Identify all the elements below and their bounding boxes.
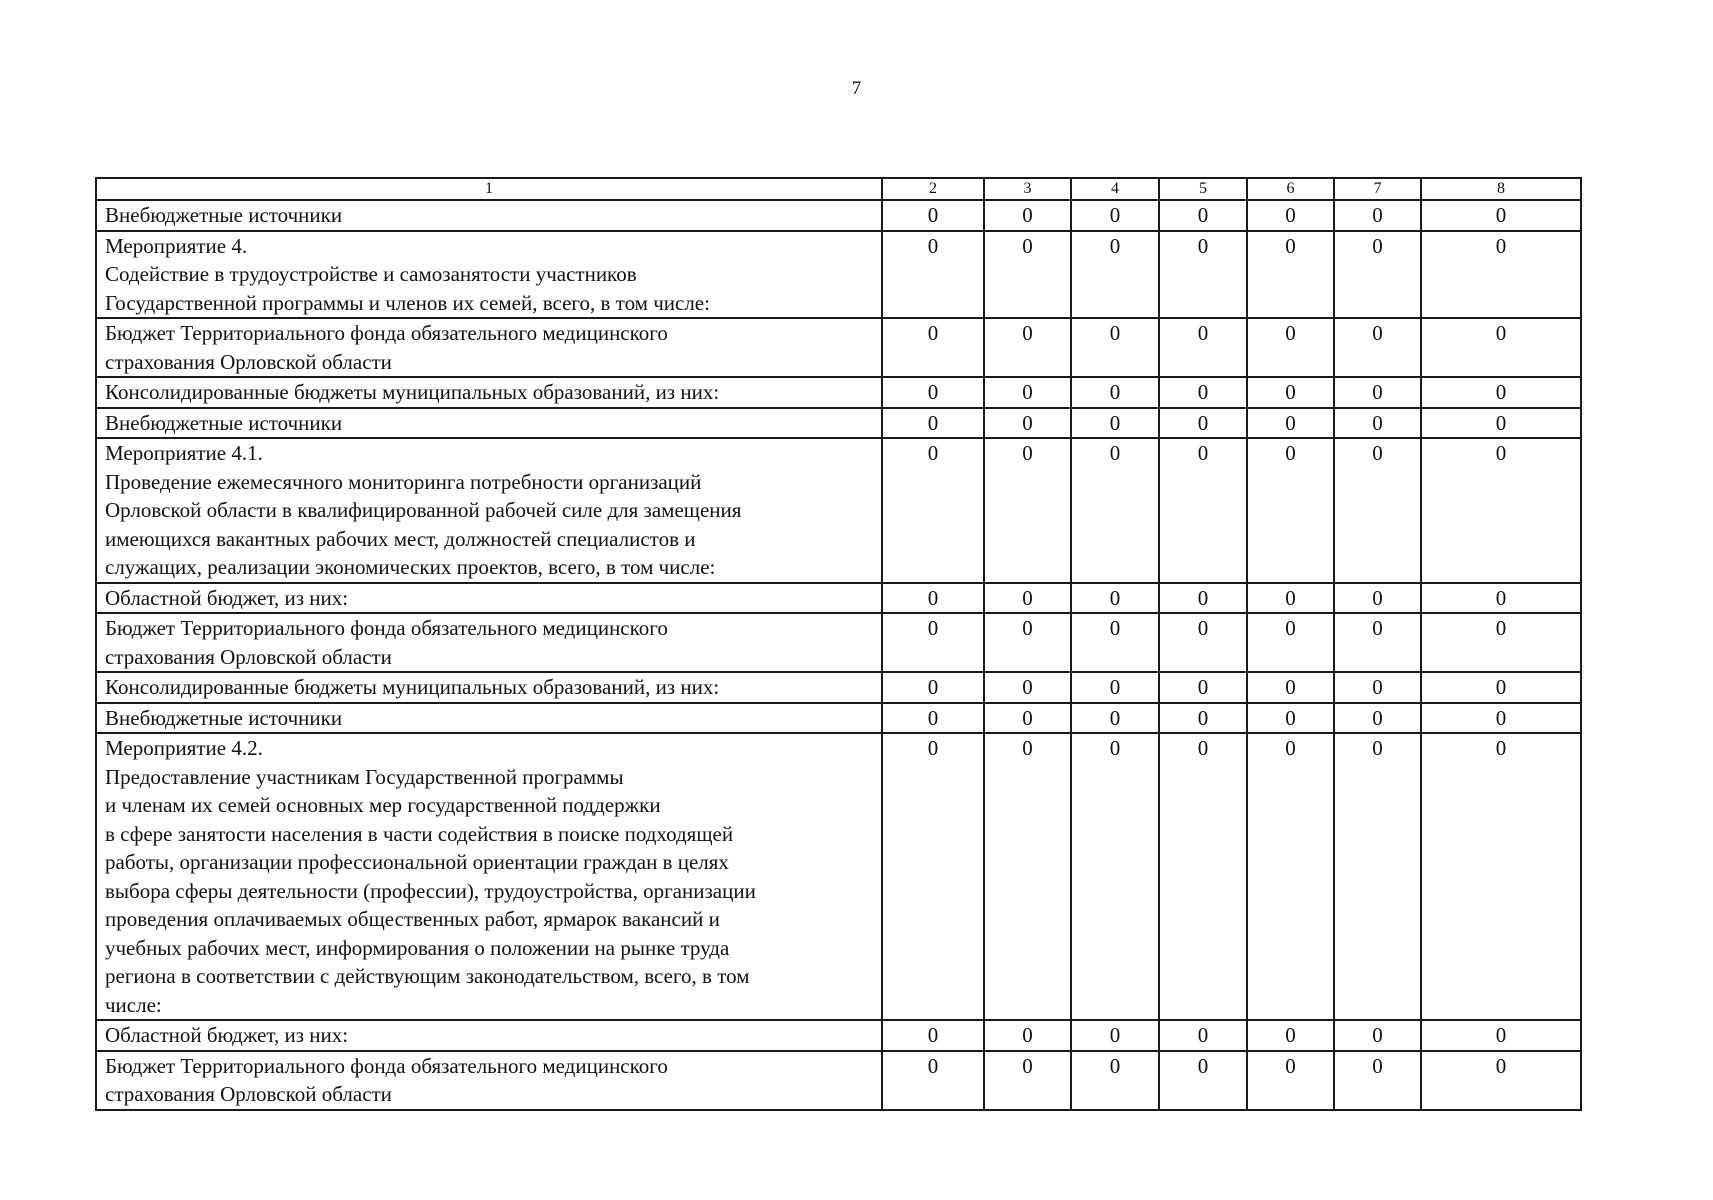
row-label: Мероприятие 4.1. Проведение ежемесячного мониторинга потребности организаций Орловской области в квалифицированной рабочей силе для замещения имеющихся вакантных рабочих мест, должностей специалистов и служащих, реализации экономических проектов, всего, в том числе: — [96, 438, 882, 583]
value-cell: 0 — [1159, 703, 1247, 734]
column-header: 3 — [984, 178, 1071, 200]
value-cell: 0 — [1159, 733, 1247, 1020]
value-cell: 0 — [882, 438, 984, 583]
value-cell: 0 — [1247, 438, 1334, 583]
value-cell: 0 — [1247, 733, 1334, 1020]
table-header-row — [96, 178, 1581, 200]
value-cell: 0 — [984, 438, 1071, 583]
column-header: 8 — [1421, 178, 1581, 200]
value-cell: 0 — [1421, 1051, 1581, 1110]
table-row — [96, 1051, 1581, 1110]
value-cell: 0 — [882, 613, 984, 672]
value-cell: 0 — [882, 583, 984, 614]
value-cell: 0 — [1071, 200, 1159, 231]
row-label: Мероприятие 4.2. Предоставление участникам Государственной программы и членам их семей основных мер государственной поддержки в сфере занятости населения в части содействия в поиске подходящей работы, организации профессиональной ориентации граждан в целях выбора сферы деятельности (профессии), трудоустройства, организации проведения оплачиваемых общественных работ, ярмарок вакансий и учебных рабочих мест, информирования о положении на рынке труда региона в соответствии с действующим законодательством, всего, в том числе: — [96, 733, 882, 1020]
value-cell: 0 — [1421, 438, 1581, 583]
value-cell: 0 — [1159, 408, 1247, 439]
value-cell: 0 — [1159, 231, 1247, 319]
row-label: Мероприятие 4. Содействие в трудоустройстве и самозанятости участников Государственной программы и членов их семей, всего, в том числе: — [96, 231, 882, 319]
value-cell: 0 — [1071, 408, 1159, 439]
table-row — [96, 200, 1581, 231]
row-label: Консолидированные бюджеты муниципальных образований, из них: — [96, 377, 882, 408]
row-label: Консолидированные бюджеты муниципальных образований, из них: — [96, 672, 882, 703]
row-label: Бюджет Территориального фонда обязательного медицинского страхования Орловской области — [96, 1051, 882, 1110]
value-cell: 0 — [1334, 672, 1421, 703]
value-cell: 0 — [1071, 318, 1159, 377]
value-cell: 0 — [984, 377, 1071, 408]
value-cell: 0 — [1071, 231, 1159, 319]
value-cell: 0 — [984, 733, 1071, 1020]
table-row — [96, 703, 1581, 734]
row-label: Областной бюджет, из них: — [96, 1020, 882, 1051]
value-cell: 0 — [984, 200, 1071, 231]
value-cell: 0 — [882, 733, 984, 1020]
value-cell: 0 — [1334, 703, 1421, 734]
table-row — [96, 583, 1581, 614]
row-label: Бюджет Территориального фонда обязательного медицинского страхования Орловской области — [96, 318, 882, 377]
value-cell: 0 — [1421, 318, 1581, 377]
value-cell: 0 — [882, 318, 984, 377]
value-cell: 0 — [1421, 733, 1581, 1020]
value-cell: 0 — [984, 408, 1071, 439]
value-cell: 0 — [1247, 231, 1334, 319]
table-row — [96, 318, 1581, 377]
value-cell: 0 — [984, 672, 1071, 703]
value-cell: 0 — [1159, 438, 1247, 583]
value-cell: 0 — [1247, 200, 1334, 231]
value-cell: 0 — [882, 200, 984, 231]
value-cell: 0 — [1159, 613, 1247, 672]
value-cell: 0 — [1159, 318, 1247, 377]
value-cell: 0 — [1334, 408, 1421, 439]
value-cell: 0 — [1421, 583, 1581, 614]
value-cell: 0 — [1071, 613, 1159, 672]
value-cell: 0 — [984, 1051, 1071, 1110]
value-cell: 0 — [882, 1051, 984, 1110]
value-cell: 0 — [1247, 703, 1334, 734]
value-cell: 0 — [1334, 377, 1421, 408]
value-cell: 0 — [1159, 377, 1247, 408]
column-header: 1 — [96, 178, 882, 200]
value-cell: 0 — [882, 408, 984, 439]
table-row — [96, 733, 1581, 1020]
table-row — [96, 613, 1581, 672]
column-header: 5 — [1159, 178, 1247, 200]
value-cell: 0 — [984, 583, 1071, 614]
value-cell: 0 — [1421, 200, 1581, 231]
value-cell: 0 — [1334, 1020, 1421, 1051]
value-cell: 0 — [1247, 1051, 1334, 1110]
value-cell: 0 — [1334, 200, 1421, 231]
value-cell: 0 — [1071, 438, 1159, 583]
value-cell: 0 — [1421, 703, 1581, 734]
table-row — [96, 408, 1581, 439]
value-cell: 0 — [1071, 583, 1159, 614]
value-cell: 0 — [1247, 613, 1334, 672]
value-cell: 0 — [882, 672, 984, 703]
value-cell: 0 — [1159, 200, 1247, 231]
value-cell: 0 — [1421, 672, 1581, 703]
value-cell: 0 — [1334, 583, 1421, 614]
row-label: Внебюджетные источники — [96, 200, 882, 231]
value-cell: 0 — [1421, 231, 1581, 319]
value-cell: 0 — [1159, 1051, 1247, 1110]
column-header: 6 — [1247, 178, 1334, 200]
value-cell: 0 — [1421, 1020, 1581, 1051]
value-cell: 0 — [1421, 377, 1581, 408]
column-header: 4 — [1071, 178, 1159, 200]
value-cell: 0 — [984, 703, 1071, 734]
table-row — [96, 231, 1581, 319]
value-cell: 0 — [1334, 733, 1421, 1020]
value-cell: 0 — [984, 613, 1071, 672]
value-cell: 0 — [882, 703, 984, 734]
value-cell: 0 — [1159, 672, 1247, 703]
value-cell: 0 — [882, 377, 984, 408]
value-cell: 0 — [1159, 583, 1247, 614]
value-cell: 0 — [1247, 408, 1334, 439]
page-number: 7 — [851, 78, 862, 99]
value-cell: 0 — [1247, 672, 1334, 703]
value-cell: 0 — [1071, 1051, 1159, 1110]
column-header: 7 — [1334, 178, 1421, 200]
value-cell: 0 — [1421, 613, 1581, 672]
value-cell: 0 — [1334, 438, 1421, 583]
value-cell: 0 — [1071, 1020, 1159, 1051]
value-cell: 0 — [1247, 1020, 1334, 1051]
row-label: Внебюджетные источники — [96, 408, 882, 439]
value-cell: 0 — [1247, 318, 1334, 377]
value-cell: 0 — [984, 1020, 1071, 1051]
column-header: 2 — [882, 178, 984, 200]
value-cell: 0 — [1071, 377, 1159, 408]
value-cell: 0 — [1071, 672, 1159, 703]
value-cell: 0 — [1071, 733, 1159, 1020]
table-row — [96, 1020, 1581, 1051]
value-cell: 0 — [882, 231, 984, 319]
value-cell: 0 — [1334, 231, 1421, 319]
value-cell: 0 — [1334, 613, 1421, 672]
value-cell: 0 — [1071, 703, 1159, 734]
value-cell: 0 — [1421, 408, 1581, 439]
row-label: Внебюджетные источники — [96, 703, 882, 734]
value-cell: 0 — [882, 1020, 984, 1051]
table-body — [96, 200, 1581, 1110]
table-row — [96, 672, 1581, 703]
value-cell: 0 — [1334, 1051, 1421, 1110]
table-row — [96, 377, 1581, 408]
row-label: Областной бюджет, из них: — [96, 583, 882, 614]
row-label: Бюджет Территориального фонда обязательного медицинского страхования Орловской области — [96, 613, 882, 672]
value-cell: 0 — [1159, 1020, 1247, 1051]
value-cell: 0 — [1247, 377, 1334, 408]
value-cell: 0 — [1247, 583, 1334, 614]
value-cell: 0 — [984, 231, 1071, 319]
value-cell: 0 — [984, 318, 1071, 377]
table-row — [96, 438, 1581, 583]
budget-table — [95, 177, 1582, 1111]
value-cell: 0 — [1334, 318, 1421, 377]
